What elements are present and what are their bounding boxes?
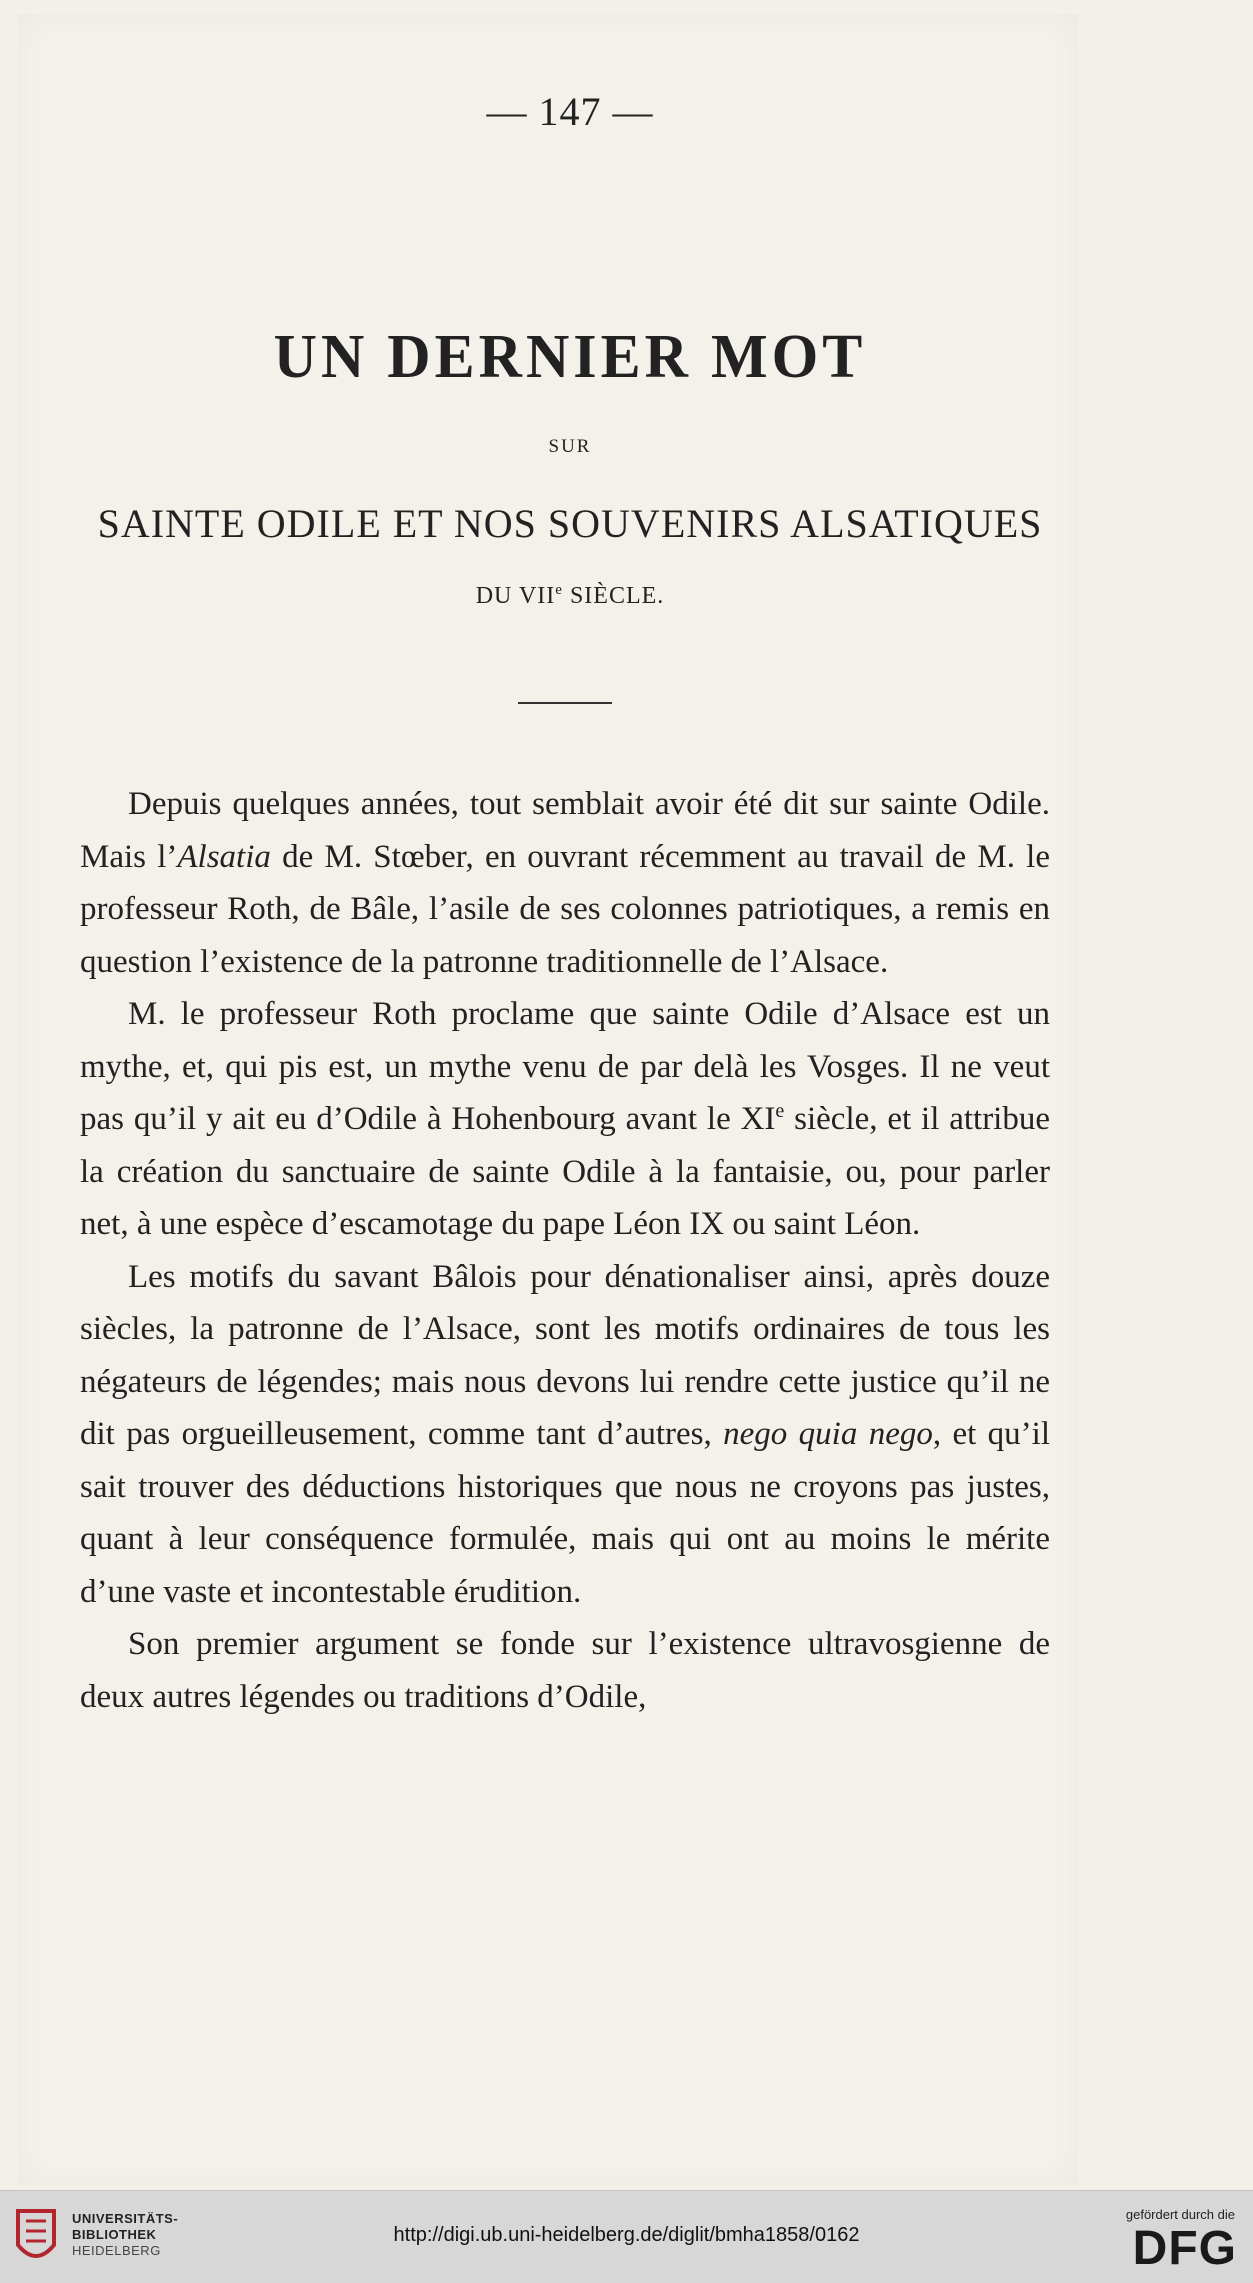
page-number: — 147 — bbox=[486, 89, 654, 134]
paragraph-4: Son premier argument se fonde sur l’existence ultravosgienne de deux autres légendes ou traditions d’Odile, bbox=[80, 1626, 1050, 1715]
library-name-line-2: BIBLIOTHEK bbox=[72, 2227, 157, 2242]
century-prefix: DU VII bbox=[475, 583, 556, 609]
page-subtitle: SAINTE ODILE ET NOS SOUVENIRS ALSATIQUES bbox=[97, 501, 1043, 546]
paragraph-3-text-b: , et qu’il sait trouver des déductions historiques que nous ne croyons pas justes, quant à leur conséquence formulée, mais qui ont au moins le mérite d’une vaste et incontestable érudition. bbox=[80, 1416, 1050, 1610]
century-suffix: SIÈCLE. bbox=[562, 583, 665, 609]
paragraph-1 bbox=[80, 778, 1050, 988]
paragraph-3 bbox=[80, 1251, 1050, 1619]
title-connector: SUR bbox=[548, 436, 592, 457]
viewer-footer bbox=[0, 2190, 1253, 2283]
permalink-url[interactable]: http://digi.ub.uni-heidelberg.de/diglit/bmha1858/0162 bbox=[393, 2224, 860, 2246]
funding-label: gefördert durch die bbox=[1125, 2207, 1235, 2222]
body-text bbox=[80, 778, 1050, 1723]
paragraph-2-text-b: siècle, et il attribue la création du sanctuaire de sainte Odile à la fantaisie, ou, pour parler net, à une espèce d’escamotage du pape Léon IX ou saint Léon. bbox=[80, 1101, 1050, 1242]
page-title: UN DERNIER MOT bbox=[273, 321, 867, 391]
paragraph-2 bbox=[80, 988, 1050, 1251]
paragraph-1-text-a: Depuis quelques années, tout semblait avoir été dit sur sainte Odile. Mais l’ bbox=[80, 786, 1050, 875]
century-superscript: e bbox=[555, 582, 563, 598]
paragraph-2-superscript: e bbox=[775, 1100, 785, 1122]
dfg-logo[interactable]: DFG bbox=[1132, 2222, 1237, 2275]
library-name-line-3: HEIDELBERG bbox=[72, 2243, 161, 2258]
paragraph-3-italic: nego quia nego bbox=[723, 1416, 933, 1452]
paragraph-3-text-a: Les motifs du savant Bâlois pour dénationaliser ainsi, après douze siècles, la patronne de l’Alsace, sont les motifs ordinaires de tous les négateurs de légendes; mais nous devons lui rendre cette justice qu’il ne dit pas orgueilleusement, comme tant d’autres, bbox=[80, 1258, 1050, 1452]
century-heading bbox=[0, 582, 1140, 610]
library-name-line-1: UNIVERSITÄTS- bbox=[72, 2211, 179, 2226]
paragraph-1-text-b: de M. Stœber, en ouvrant récemment au travail de M. le professeur Roth, de Bâle, l’asile de ses colonnes patriotiques, a remis en question l’existence de la patronne traditionnelle de l’Alsace. bbox=[80, 838, 1050, 980]
section-divider bbox=[518, 702, 612, 704]
paragraph-1-italic: Alsatia bbox=[177, 838, 271, 875]
paragraph-2-text-a: M. le professeur Roth proclame que sainte Odile d’Alsace est un mythe, et, qui pis est, un mythe venu de par delà les Vosges. Il ne veut pas qu’il y ait eu d’Odile à Hohenbourg avant le XI bbox=[80, 996, 1050, 1137]
